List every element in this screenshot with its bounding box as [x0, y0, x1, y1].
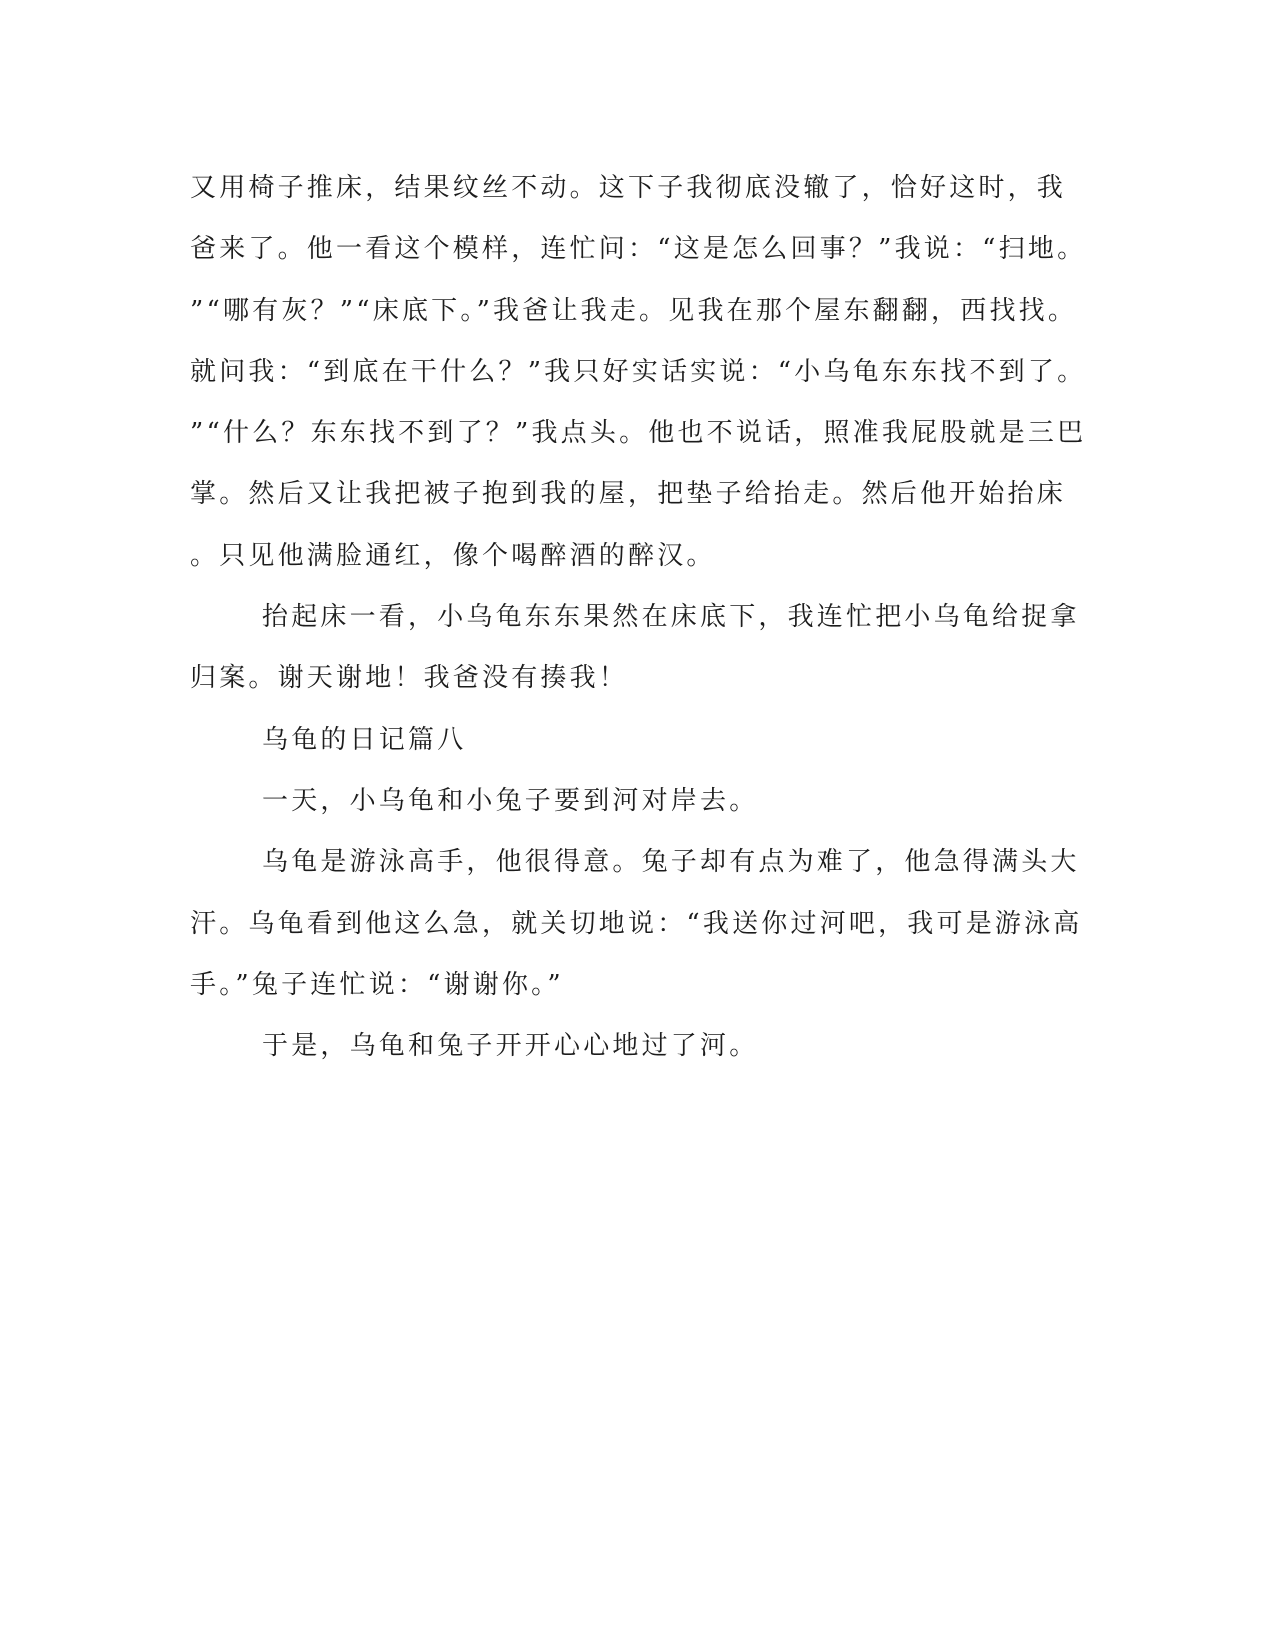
text-line: 归案。谢天谢地！我爸没有揍我！ [190, 663, 629, 694]
text-line: ”“什么？东东找不到了？”我点头。他也不说话，照准我屁股就是三巴 [190, 418, 1087, 449]
text-line: 汗。乌龟看到他这么急，就关切地说：“我送你过河吧，我可是游泳高 [190, 908, 1083, 939]
text-line: 手。”兔子连忙说：“谢谢你。” [190, 969, 564, 1000]
text-line: 于是，乌龟和兔子开开心心地过了河。 [262, 1031, 759, 1062]
text-line: ”“哪有灰？”“床底下。”我爸让我走。见我在那个屋东翻翻，西找找。 [190, 295, 1078, 326]
section-heading: 乌龟的日记篇八 [262, 724, 467, 755]
document-body [190, 158, 1090, 1077]
text-line: 。只见他满脸通红，像个喝醉酒的醉汉。 [190, 540, 716, 571]
text-line: 抬起床一看，小乌龟东东果然在床底下，我连忙把小乌龟给捉拿 [262, 602, 1080, 633]
text-line: 又用椅子推床，结果纹丝不动。这下子我彻底没辙了，恰好这时，我 [190, 173, 1067, 203]
text-line: 乌龟是游泳高手，他很得意。兔子却有点为难了，他急得满头大 [262, 847, 1080, 878]
text-line: 掌。然后又让我把被子抱到我的屋，把垫子给抬走。然后他开始抬床 [190, 479, 1067, 510]
text-line: 就问我：“到底在干什么？”我只好实话实说：“小乌龟东东找不到了。 [190, 356, 1087, 387]
text-line: 一天，小乌龟和小兔子要到河对岸去。 [262, 785, 759, 816]
text-line: 爸来了。他一看这个模样，连忙问：“这是怎么回事？”我说：“扫地。 [190, 234, 1087, 265]
